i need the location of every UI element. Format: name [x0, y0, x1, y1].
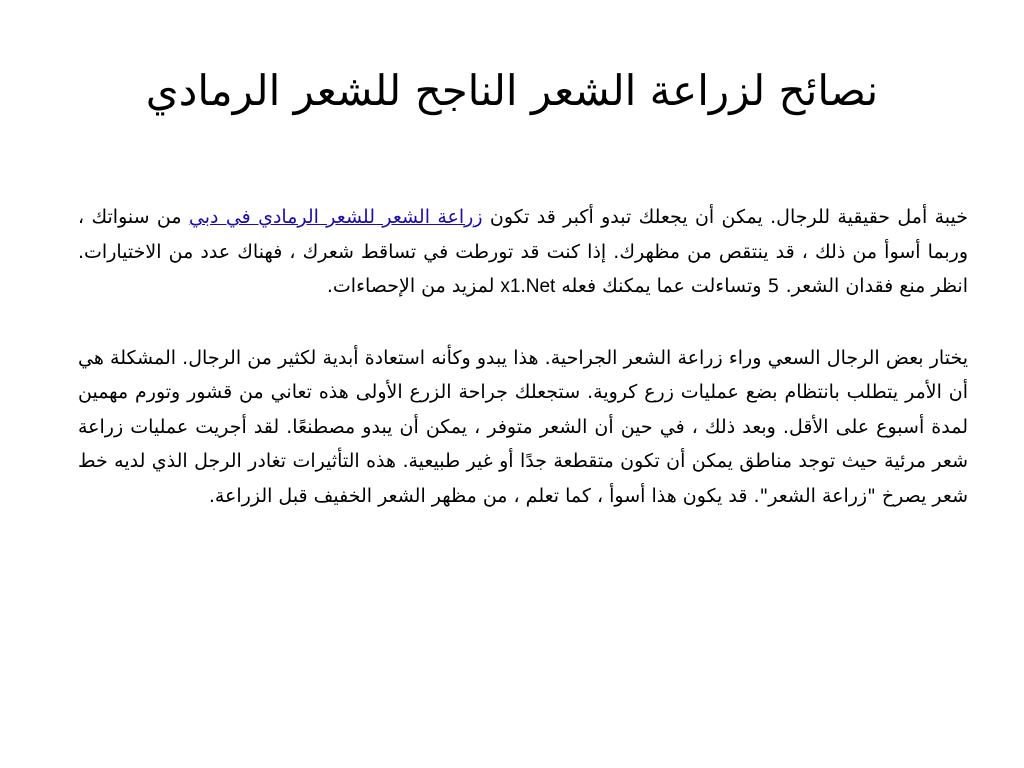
paragraph-2: يختار بعض الرجال السعي وراء زراعة الشعر الجراحية. هذا يبدو وكأنه استعادة أبدية لكثير من الرجال. المشكلة هي أن الأمر يتطلب بانتظام بضع عمليات زرع كروية. ستجعلك جراحة الزرع الأولى هذه تعاني من قشور وتورم مهمين لمدة أسبوع على الأقل. وبعد ذلك ، في حين أن الشعر متوفر ، يمكن أن يبدو مصطنعًا. لقد أجريت عمليات زراعة شعر مرئية حيث توجد مناطق يمكن أن تكون متقطعة جدًا أو غير طبيعية. هذه التأثيرات تغادر الرجل الذي لديه خط شعر يصرخ "زراعة الشعر". قد يكون هذا أسوأ ، كما تعلم ، من مظهر الشعر الخفيف قبل الزراعة.: [78, 346, 968, 507]
slide-title: نصائح لزراعة الشعر الناجح للشعر الرمادي: [145, 66, 879, 115]
source-site-name: x1.Net: [500, 276, 556, 297]
paragraph-1: [78, 200, 968, 305]
slide-body: [78, 200, 968, 549]
paragraph-1-text-end: لمزيد من الإحصاءات.: [326, 275, 501, 297]
paragraph-1-text-start: خيبة أمل حقيقية للرجال. يمكن أن يجعلك تبدو أكبر قد تكون: [482, 206, 968, 228]
paragraph-1-text-middle: من سنواتك ، وربما أسوأ من ذلك ، قد ينتقص من مظهرك. إذا كنت قد تورطت في تساقط شعرك ، فهناك عدد من الاختيارات. انظر منع فقدان الشعر. 5 وتساءلت عما يمكنك فعله: [78, 206, 968, 297]
hair-transplant-dubai-link[interactable]: زراعة الشعر للشعر الرمادي في دبي: [188, 206, 483, 228]
